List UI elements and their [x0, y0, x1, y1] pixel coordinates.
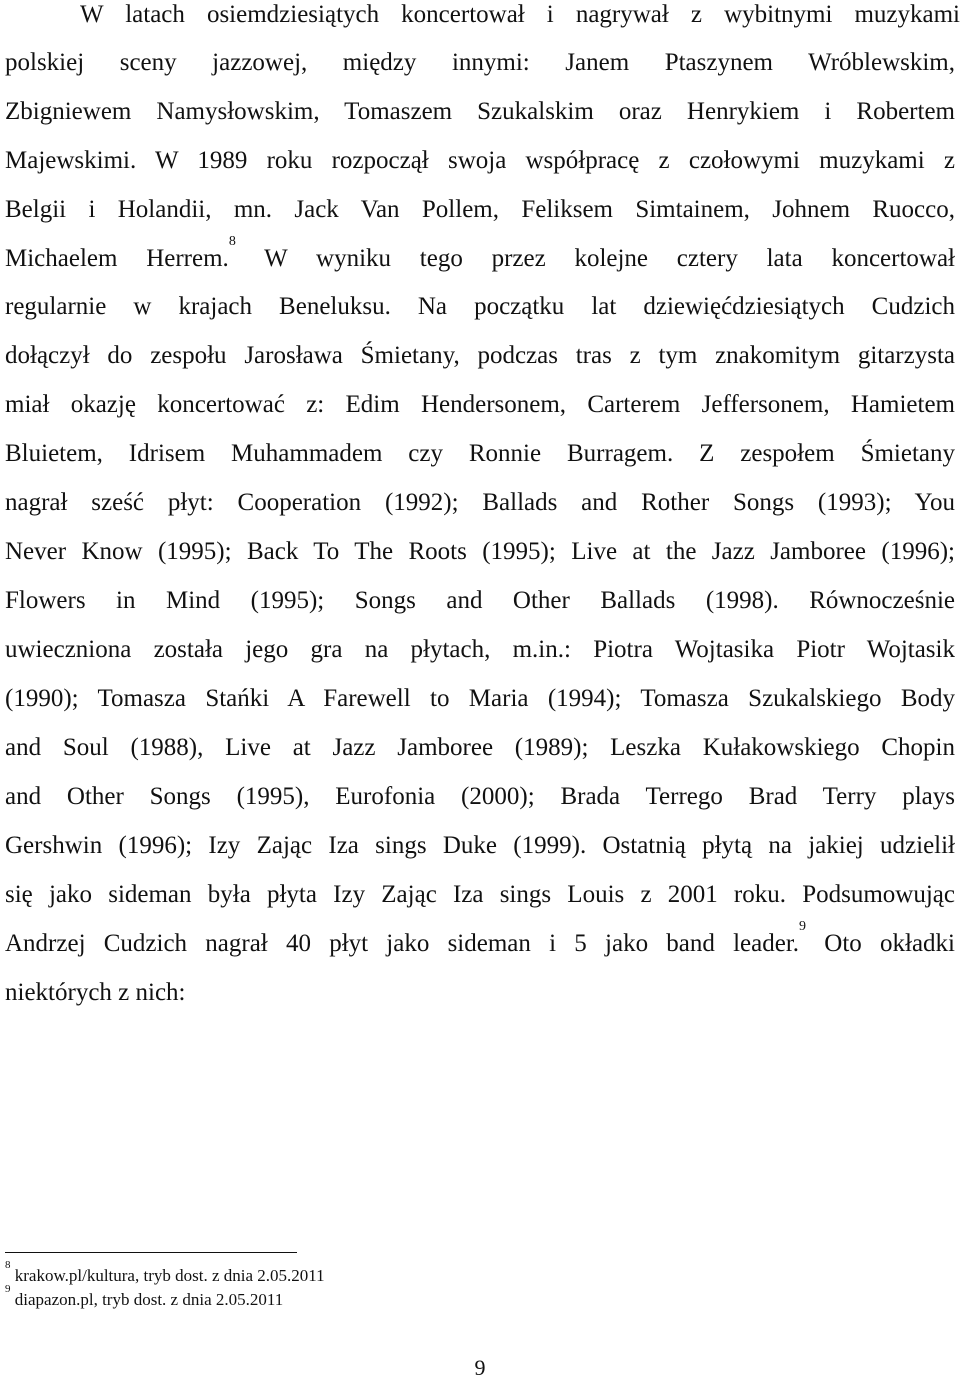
text: nagrał sześć płyt: [5, 489, 238, 516]
text: (1998). Równocześnie [675, 587, 955, 614]
album-title: Body [900, 685, 956, 712]
text: Belgii i Holandii, mn. Jack Van Pollem, Feliksem Simtainem, Johnem Ruocco, [5, 196, 955, 223]
italic-term: sideman [108, 881, 192, 908]
paragraph-line-4 [5, 146, 955, 176]
text: Zbigniewem Namysłowskim, Tomaszem Szukalskim oraz Henrykiem i Robertem [5, 98, 955, 125]
album-title: Live at Jazz Jamboree [225, 734, 494, 761]
album-title: Flowers in Mind [5, 587, 221, 614]
text: polskiej sceny jazzowej, między innymi: Janem Ptaszynem Wróblewskim, [5, 49, 955, 76]
text: i 5 jako band leader. [530, 930, 800, 957]
text: niektórych z nich: [5, 979, 186, 1006]
album-title: Songs and Other Ballads [354, 587, 676, 614]
text: regularnie w krajach Beneluksu. Na początku lat dziewięćdziesiątych Cudzich [5, 293, 955, 320]
footnote-number: 9 [5, 1283, 11, 1295]
footnote-separator [5, 1252, 297, 1253]
text: (1996); [866, 538, 955, 565]
paragraph-line-10 [5, 439, 955, 469]
text: (1995); [142, 538, 247, 565]
paragraph-line-8 [5, 341, 955, 371]
text: Majewskimi. W 1989 roku rozpoczął swoja współpracę z czołowymi muzykami z [5, 147, 955, 174]
text: Andrzej Cudzich nagrał 40 płyt jako [5, 930, 448, 957]
paragraph-line-6 [5, 234, 956, 274]
text: dołączył do zespołu Jarosława Śmietany, podczas tras z tym znakomitym gitarzysta [5, 342, 955, 369]
album-title: You [914, 489, 955, 516]
text: była płyta Izy Zając [191, 881, 453, 908]
footnote-number: 8 [5, 1259, 11, 1271]
paragraph-line-15 [5, 684, 955, 714]
paragraph-line-21 [5, 978, 955, 1008]
paragraph-line-7 [5, 292, 955, 322]
text: Oto okładki [806, 930, 955, 957]
text: (1995); [466, 538, 572, 565]
footnote-ref: 9 [799, 919, 807, 934]
text: (1992); [361, 489, 483, 516]
paragraph-line-18 [5, 831, 955, 861]
paragraph-line-12 [5, 537, 955, 567]
album-title: Cooperation [237, 489, 362, 516]
album-title: Eurofonia [335, 783, 436, 810]
album-title: and Soul ( [5, 734, 139, 761]
paragraph-line-3 [5, 97, 955, 127]
text: W latach osiemdziesiątych koncertował i nagrywał z wybitnymi muzykami [80, 1, 960, 28]
album-title: Ballads and Rother Songs [482, 489, 795, 516]
text: (1995), [210, 783, 336, 810]
text: (1990); Tomasza Stańki [5, 685, 288, 712]
album-title: Live at the Jazz Jamboree [571, 538, 866, 565]
text: uwieczniona została jego gra na płytach, m.in.: Piotra Wojtasika [5, 636, 797, 663]
paragraph-line-1 [5, 0, 960, 30]
text: (1994); Tomasza Szukalskiego [528, 685, 901, 712]
paragraph-line-11 [5, 488, 955, 518]
text: 1988), [138, 734, 226, 761]
text: (1989); Leszka Kułakowskiego [493, 734, 882, 761]
text: (1999). Ostatnią płytą na jakiej udzielił [497, 832, 955, 859]
paragraph-line-14 [5, 635, 955, 665]
text: (1993); [794, 489, 915, 516]
album-title: Piotr Wojtasik [796, 636, 955, 663]
text: (1996); Izy Zając [102, 832, 329, 859]
album-title: Iza sings Louis [452, 881, 625, 908]
text: się jako [5, 881, 109, 908]
paragraph-line-16 [5, 733, 955, 763]
album-title: Brad Terry plays [748, 783, 955, 810]
paragraph-line-13 [5, 586, 955, 616]
text: Michaelem Herrem. [5, 245, 229, 272]
album-title: Never Know [5, 538, 143, 565]
text: Bluietem, Idrisem Muhammadem czy Ronnie Burragem. Z zespołem Śmietany [5, 440, 955, 467]
footnote-text: diapazon.pl, tryb dost. z dnia 2.05.2011 [10, 1290, 284, 1309]
footnote-text: krakow.pl/kultura, tryb dost. z dnia 2.05.2011 [10, 1266, 325, 1285]
text: (1995); [220, 587, 355, 614]
paragraph-line-5 [5, 195, 955, 225]
text: z 2001 roku. Podsumowując [624, 881, 955, 908]
italic-term: sideman [447, 930, 531, 957]
paragraph-line-17 [5, 782, 955, 812]
footnote-8 [5, 1259, 325, 1286]
footnote-9 [5, 1283, 284, 1310]
paragraph-line-9 [5, 390, 955, 420]
album-title: A Farewell to Maria [287, 685, 529, 712]
paragraph-line-2 [5, 48, 955, 78]
album-title: Chopin [881, 734, 955, 761]
paragraph-line-20 [5, 919, 955, 959]
album-title: and Other Songs [5, 783, 211, 810]
album-title: Iza sings Duke [328, 832, 498, 859]
album-title: Gershwin [5, 832, 103, 859]
text: (2000); Brada Terrego [435, 783, 749, 810]
album-title: Back To The Roots [246, 538, 467, 565]
page-number: 9 [474, 1355, 486, 1380]
footnote-ref: 8 [228, 234, 236, 249]
text: miał okazję koncertować z: Edim Hendersonem, Carterem Jeffersonem, Hamietem [5, 391, 955, 418]
text: W wyniku tego przez kolejne cztery lata koncertował [235, 245, 956, 272]
paragraph-line-19 [5, 880, 955, 910]
